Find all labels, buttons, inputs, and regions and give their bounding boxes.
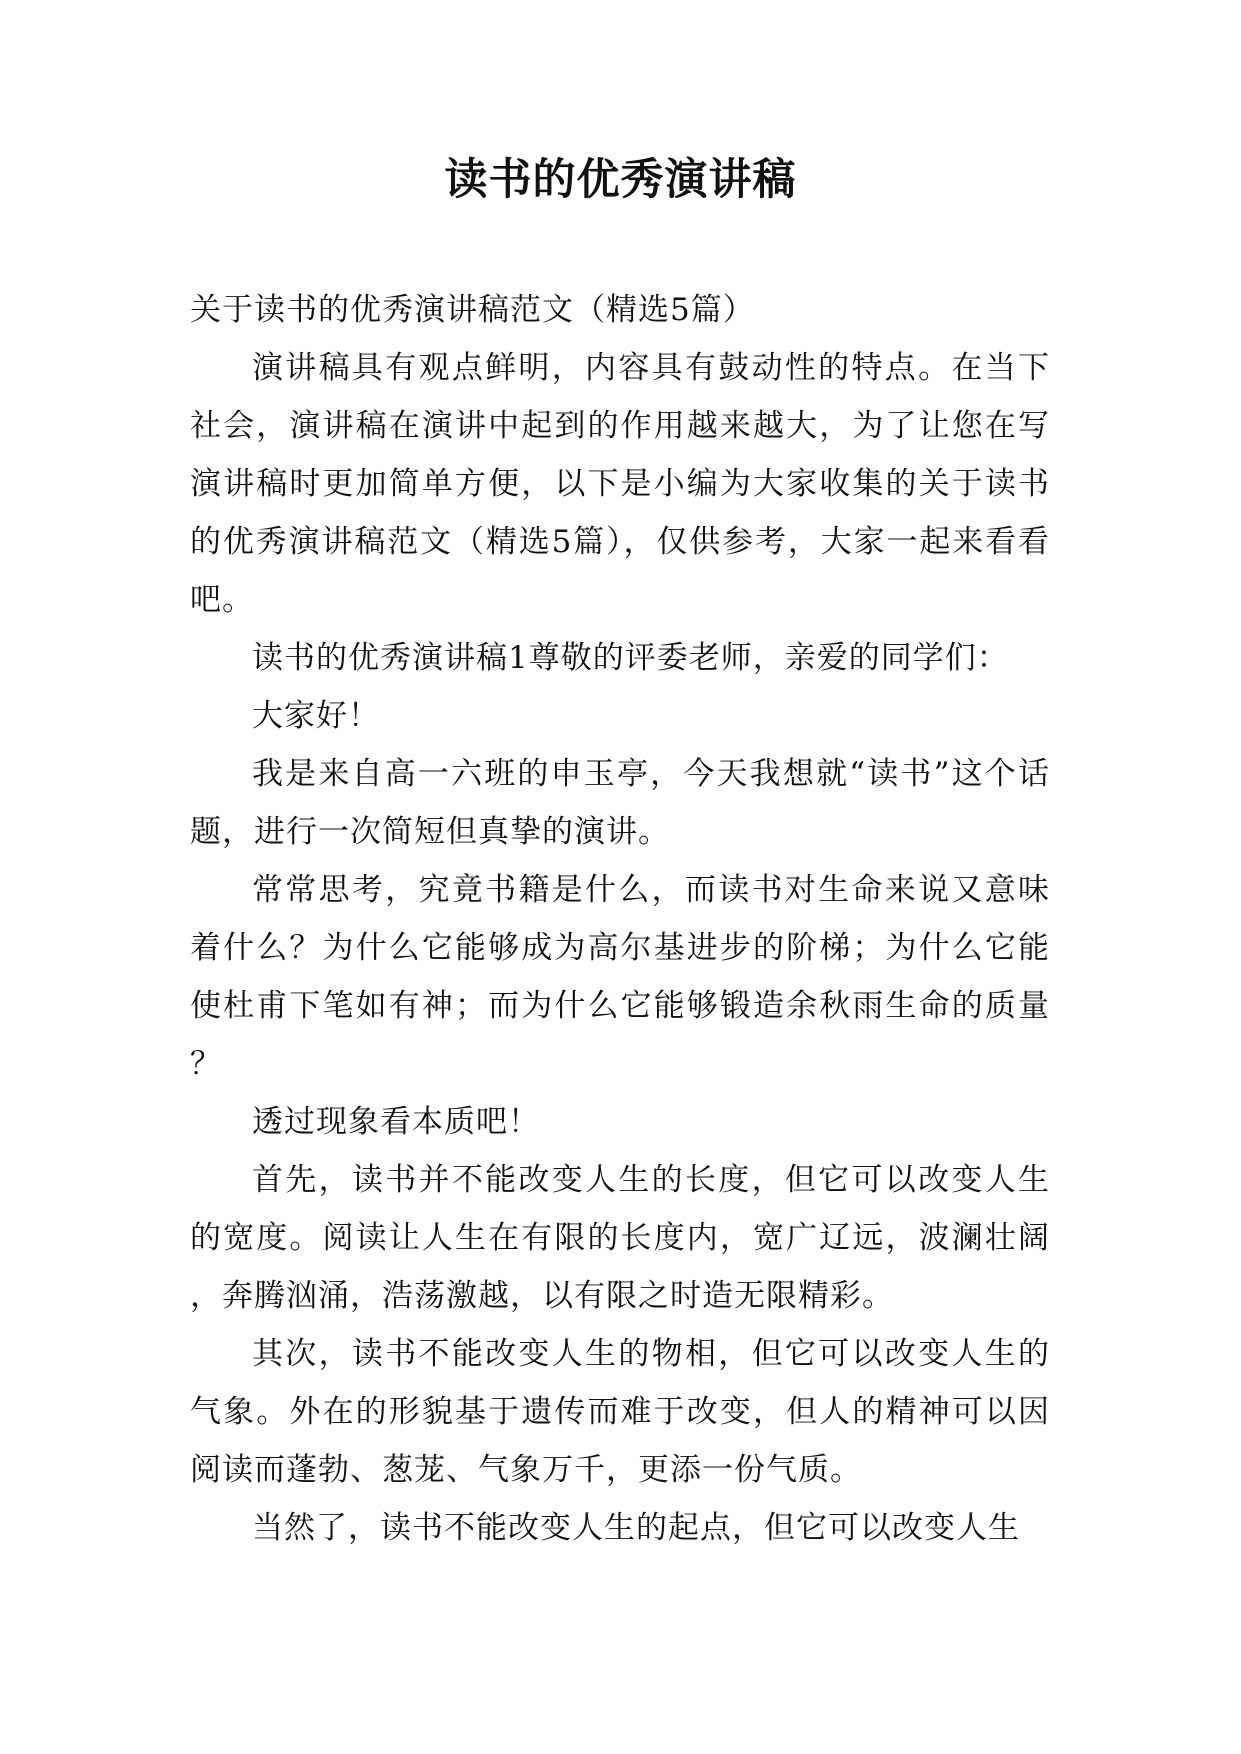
self-intro-paragraph: 我是来自高一六班的申玉亭，今天我想就“读书”这个话题，进行一次简短但真挚的演讲。 — [190, 756, 1050, 850]
hello-paragraph: 大家好！ — [252, 698, 380, 734]
third-point-paragraph: 当然了，读书不能改变人生的起点，但它可以改变人生 — [252, 1510, 1020, 1546]
second-point-paragraph: 其次，读书不能改变人生的物相，但它可以改变人生的气象。外在的形貌基于遗传而难于改变，但人的精神可以因阅读而蓬勃、葱茏、气象万千，更添一份气质。 — [190, 1336, 1050, 1488]
first-point-paragraph: 首先，读书并不能改变人生的长度，但它可以改变人生的宽度。阅读让人生在有限的长度内，宽广辽远，波澜壮阔，奔腾汹涌，浩荡激越，以有限之时造无限精彩。 — [190, 1162, 1050, 1314]
document-body — [190, 281, 1050, 1557]
question-paragraph: 常常思考，究竟书籍是什么，而读书对生命来说又意味着什么？为什么它能够成为高尔基进步的阶梯；为什么它能使杜甫下笔如有神；而为什么它能够锻造余秋雨生命的质量？ — [190, 872, 1050, 1082]
subtitle-paragraph: 关于读书的优秀演讲稿范文（精选5篇） — [190, 292, 755, 328]
document-title: 读书的优秀演讲稿 — [444, 155, 797, 205]
speech-greeting-paragraph: 读书的优秀演讲稿1尊敬的评委老师，亲爱的同学们： — [252, 640, 1009, 676]
essence-paragraph: 透过现象看本质吧！ — [252, 1104, 540, 1140]
intro-paragraph: 演讲稿具有观点鲜明，内容具有鼓动性的特点。在当下社会，演讲稿在演讲中起到的作用越来越大，为了让您在写演讲稿时更加简单方便，以下是小编为大家收集的关于读书的优秀演讲稿范文（精选5篇），仅供参考，大家一起来看看吧。 — [190, 350, 1050, 618]
